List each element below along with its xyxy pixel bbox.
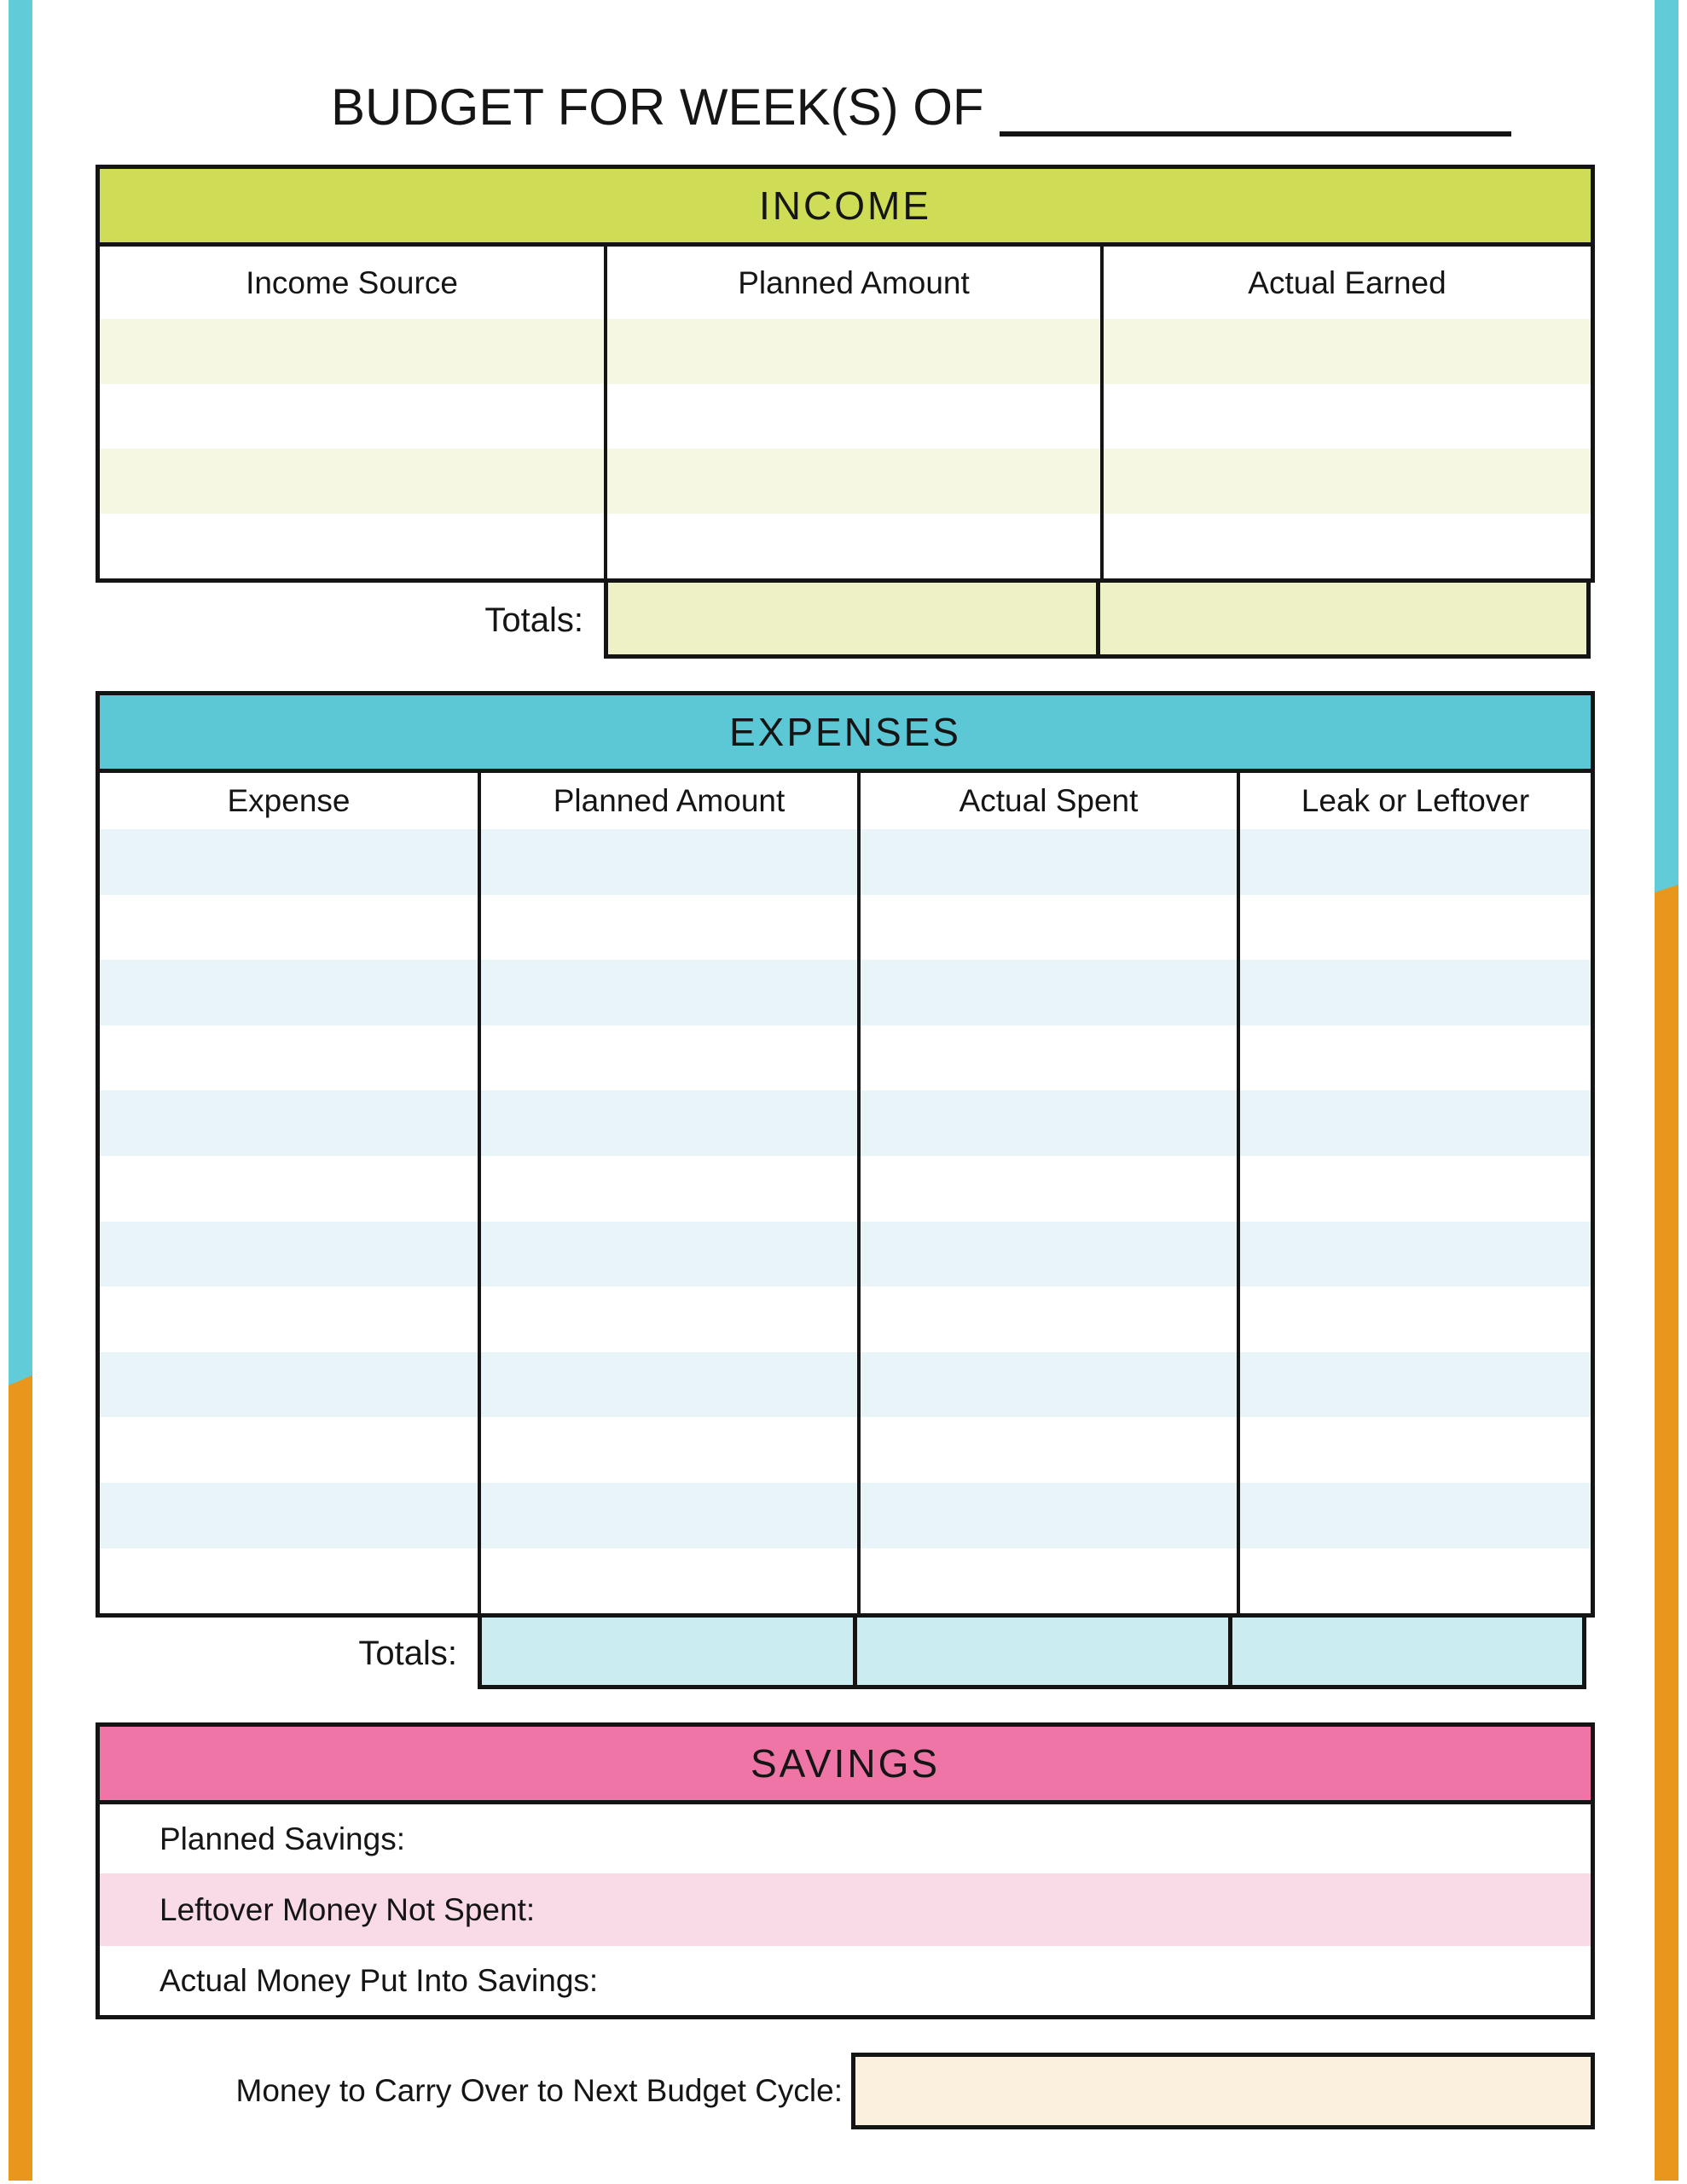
- income-total-planned-cell[interactable]: [604, 583, 1100, 659]
- blank-row: [100, 319, 1591, 384]
- blank-cell[interactable]: [857, 1025, 1237, 1091]
- blank-cell[interactable]: [100, 1156, 478, 1222]
- blank-cell[interactable]: [1237, 1156, 1591, 1222]
- blank-cell[interactable]: [857, 1548, 1237, 1614]
- income-table: [96, 165, 1595, 583]
- blank-row: [100, 384, 1591, 449]
- expenses-section-header: [100, 695, 1591, 773]
- blank-row: [100, 829, 1591, 895]
- blank-cell[interactable]: [604, 384, 1100, 449]
- blank-row: [100, 1417, 1591, 1483]
- blank-cell[interactable]: [100, 449, 604, 514]
- blank-row: [100, 1352, 1591, 1418]
- blank-cell[interactable]: [1100, 449, 1591, 514]
- blank-cell[interactable]: [478, 1025, 857, 1091]
- expenses-col-header-leak: Leak or Leftover: [1237, 773, 1591, 829]
- blank-cell[interactable]: [604, 514, 1100, 578]
- savings-leftover-fill-area[interactable]: [535, 1873, 1591, 1946]
- blank-cell[interactable]: [478, 1222, 857, 1287]
- expenses-totals-row: [96, 1618, 1595, 1689]
- blank-cell[interactable]: [857, 960, 1237, 1025]
- blank-cell[interactable]: [100, 1222, 478, 1287]
- blank-row: [100, 1025, 1591, 1091]
- blank-cell[interactable]: [478, 1352, 857, 1418]
- page-title: [331, 73, 1511, 136]
- right-accent-stripe: [1655, 0, 1678, 2181]
- blank-cell[interactable]: [857, 829, 1237, 895]
- blank-cell[interactable]: [1237, 1025, 1591, 1091]
- left-stripe-teal-segment: [9, 0, 32, 1385]
- savings-header-text: SAVINGS: [750, 1741, 941, 1786]
- blank-cell[interactable]: [1237, 1287, 1591, 1352]
- income-totals-label: Totals:: [484, 601, 583, 639]
- blank-row: [100, 1287, 1591, 1352]
- blank-cell[interactable]: [1100, 514, 1591, 578]
- income-header-text: INCOME: [759, 183, 931, 228]
- blank-cell[interactable]: [857, 1090, 1237, 1156]
- expenses-column-headers: [100, 773, 1591, 829]
- blank-row: [100, 449, 1591, 514]
- blank-row: [100, 895, 1591, 961]
- blank-cell[interactable]: [1237, 960, 1591, 1025]
- expenses-col-header-spent: Actual Spent: [857, 773, 1237, 829]
- blank-cell[interactable]: [100, 1483, 478, 1548]
- blank-cell[interactable]: [857, 1156, 1237, 1222]
- carryover-amount-box[interactable]: [851, 2053, 1595, 2129]
- blank-cell[interactable]: [100, 384, 604, 449]
- blank-row: [100, 1156, 1591, 1222]
- blank-cell[interactable]: [100, 514, 604, 578]
- expenses-header-text: EXPENSES: [729, 710, 961, 754]
- blank-cell[interactable]: [100, 1090, 478, 1156]
- income-total-actual-cell[interactable]: [1096, 583, 1591, 659]
- week-of-blank-line[interactable]: [1000, 123, 1511, 136]
- savings-row-planned-label: Planned Savings:: [159, 1821, 405, 1856]
- blank-cell[interactable]: [1237, 1417, 1591, 1483]
- right-stripe-teal-segment: [1655, 0, 1678, 892]
- blank-cell[interactable]: [857, 1352, 1237, 1418]
- blank-cell[interactable]: [604, 449, 1100, 514]
- expenses-totals-label: Totals:: [358, 1634, 457, 1672]
- expenses-table: [96, 691, 1595, 1618]
- blank-cell[interactable]: [1100, 319, 1591, 384]
- savings-section-header: [100, 1727, 1591, 1804]
- blank-cell[interactable]: [100, 319, 604, 384]
- expenses-col-header-expense: Expense: [227, 783, 351, 818]
- savings-row-actual-label: Actual Money Put Into Savings:: [159, 1962, 599, 1998]
- savings-row-actual: [100, 1946, 1591, 2015]
- income-blank-rows: [100, 319, 1591, 578]
- income-section-header: [100, 169, 1591, 247]
- blank-cell[interactable]: [1100, 384, 1591, 449]
- blank-cell[interactable]: [100, 1548, 478, 1614]
- blank-cell[interactable]: [100, 895, 478, 961]
- income-column-headers: [100, 247, 1591, 319]
- expenses-total-spent-cell[interactable]: [853, 1618, 1232, 1689]
- blank-cell[interactable]: [100, 1025, 478, 1091]
- blank-cell[interactable]: [1237, 895, 1591, 961]
- blank-row: [100, 1090, 1591, 1156]
- blank-cell[interactable]: [478, 829, 857, 895]
- blank-row: [100, 514, 1591, 578]
- blank-row: [100, 1548, 1591, 1614]
- blank-cell[interactable]: [1237, 829, 1591, 895]
- savings-table: [96, 1722, 1595, 2019]
- savings-planned-fill-area[interactable]: [405, 1804, 1591, 1873]
- blank-cell[interactable]: [100, 1287, 478, 1352]
- blank-cell[interactable]: [478, 960, 857, 1025]
- blank-cell[interactable]: [857, 895, 1237, 961]
- blank-cell[interactable]: [100, 1417, 478, 1483]
- income-col-header-source: Income Source: [246, 264, 458, 300]
- blank-cell[interactable]: [478, 1417, 857, 1483]
- blank-cell[interactable]: [478, 1483, 857, 1548]
- blank-row: [100, 1222, 1591, 1287]
- blank-cell[interactable]: [478, 1090, 857, 1156]
- savings-row-leftover: [100, 1873, 1591, 1946]
- left-accent-stripe: [9, 0, 32, 2181]
- page-title-text: BUDGET FOR WEEK(S) OF: [331, 78, 984, 136]
- income-col-header-actual: Actual Earned: [1100, 247, 1591, 319]
- blank-cell[interactable]: [604, 319, 1100, 384]
- carryover-label: Money to Carry Over to Next Budget Cycle:: [235, 2073, 843, 2108]
- blank-cell[interactable]: [478, 1287, 857, 1352]
- income-col-header-planned: Planned Amount: [604, 247, 1100, 319]
- savings-actual-fill-area[interactable]: [598, 1946, 1591, 2015]
- blank-cell[interactable]: [857, 1287, 1237, 1352]
- blank-cell[interactable]: [478, 1156, 857, 1222]
- expenses-col-header-planned: Planned Amount: [478, 773, 857, 829]
- blank-cell[interactable]: [100, 1352, 478, 1418]
- blank-cell[interactable]: [478, 895, 857, 961]
- blank-cell[interactable]: [100, 960, 478, 1025]
- savings-row-planned: [100, 1804, 1591, 1873]
- blank-cell[interactable]: [1237, 1548, 1591, 1614]
- blank-row: [100, 960, 1591, 1025]
- expenses-total-leak-cell[interactable]: [1228, 1618, 1586, 1689]
- blank-cell[interactable]: [857, 1222, 1237, 1287]
- income-totals-row: [96, 583, 1595, 659]
- blank-cell[interactable]: [857, 1417, 1237, 1483]
- blank-cell[interactable]: [100, 829, 478, 895]
- blank-cell[interactable]: [1237, 1222, 1591, 1287]
- blank-cell[interactable]: [1237, 1352, 1591, 1418]
- blank-cell[interactable]: [1237, 1090, 1591, 1156]
- blank-cell[interactable]: [857, 1483, 1237, 1548]
- blank-cell[interactable]: [1237, 1483, 1591, 1548]
- blank-cell[interactable]: [478, 1548, 857, 1614]
- expenses-blank-rows: [100, 829, 1591, 1613]
- savings-row-leftover-label: Leftover Money Not Spent:: [159, 1891, 536, 1927]
- expenses-total-planned-cell[interactable]: [478, 1618, 857, 1689]
- blank-row: [100, 1483, 1591, 1548]
